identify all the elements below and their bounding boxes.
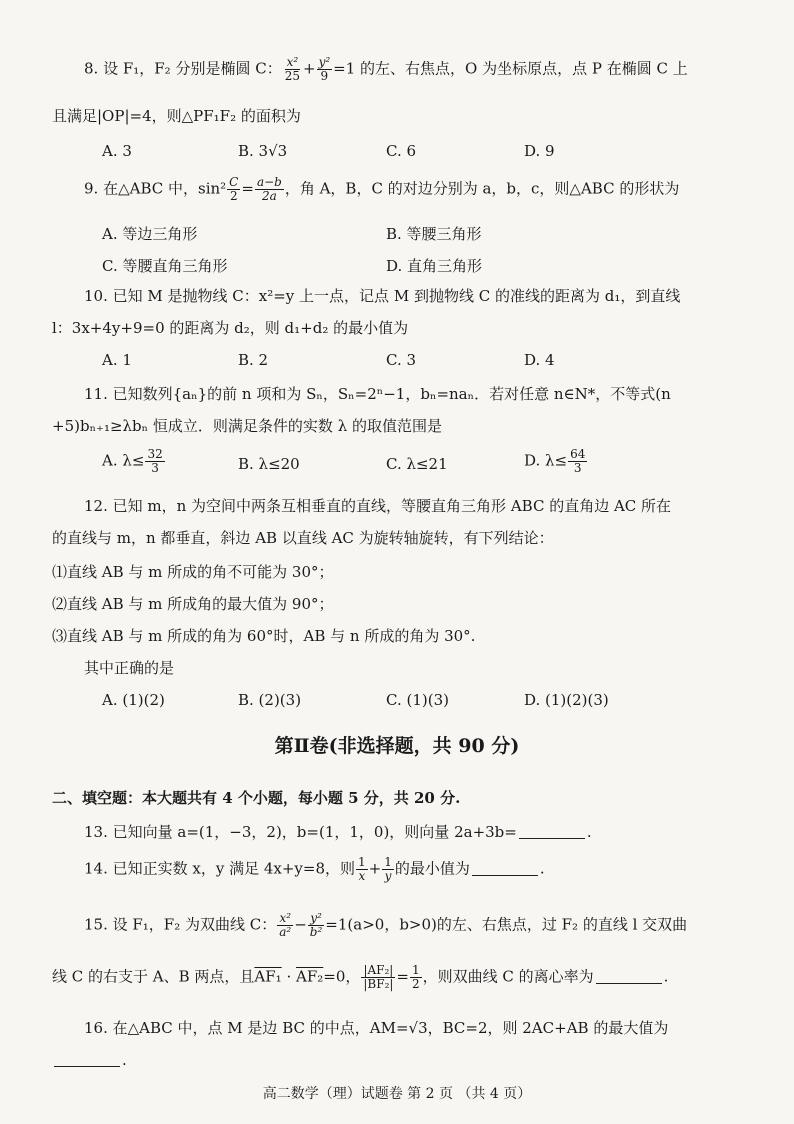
q8-option-d: D. 9 — [524, 142, 555, 160]
q15-frac-af-bf: $\frac{\text{|AF₂|}}{\text{|BF₂|}}$ — [363, 963, 394, 991]
q12-line1: 12. 已知 m，n 为空间中两条互相垂直的直线，等腰直角三角形 ABC 的直角边 AC 所在 — [84, 497, 672, 515]
q15-frac-x: $\frac{\text{x²}}{\text{a²}}$ — [279, 911, 292, 939]
q15-answer-blank[interactable] — [596, 967, 662, 984]
q11-option-d: D. λ≤ $\frac{64}{3}$ — [524, 447, 586, 475]
q10-line1: 10. 已知 M 是抛物线 C：x²=y 上一点，记点 M 到抛物线 C 的准线的距离为 d₁，到直线 — [84, 287, 681, 305]
q12-option-b: B. (2)(3) — [238, 691, 302, 709]
q12-prompt: 其中正确的是 — [84, 659, 175, 677]
q9-option-b: B. 等腰三角形 — [386, 225, 482, 243]
q10-option-a: A. 1 — [102, 351, 132, 369]
q10-option-b: B. 2 — [238, 351, 269, 369]
q8-line2: 且满足|OP|=4，则△PF₁F₂ 的面积为 — [52, 107, 301, 125]
q15-line2: 线 C 的右支于 A、B 两点，且AF₁ · AF₂=0， $\frac{\text{|AF₂|}}{\text{|BF₂|}}$ = $\frac{1}{2}$ ，则双曲线 C 的离心率为 . — [52, 963, 669, 991]
q11-option-a: A. λ≤ $\frac{32}{3}$ — [102, 447, 163, 475]
q16-line1: 16. 在△ABC 中，点 M 是边 BC 的中点，AM=√3，BC=2，则 2AC+AB 的最大值为 — [84, 1019, 669, 1037]
q16-answer-blank[interactable] — [54, 1050, 120, 1067]
q14-frac-1y: $\frac{1}{y}$ — [384, 855, 392, 883]
q12-option-a: A. (1)(2) — [102, 691, 165, 709]
q12-conclusion-2: ⑵直线 AB 与 m 所成角的最大值为 90°； — [52, 595, 334, 613]
q9-frac-ab: $\frac{a-b}{2a}$ — [256, 175, 282, 203]
q11-line1: 11. 已知数列{aₙ}的前 n 项和为 Sₙ，Sₙ=2ⁿ−1，bₙ=naₙ．若对任意 n∈N*，不等式(n — [84, 385, 671, 403]
q9-option-d: D. 直角三角形 — [386, 257, 483, 275]
q10-option-d: D. 4 — [524, 351, 555, 369]
q12-option-d: D. (1)(2)(3) — [524, 691, 609, 709]
q16-line2: . — [52, 1048, 127, 1072]
q8-line1: 8. 设 F₁，F₂ 分别是椭圆 C： $\frac{\text{x²}}{25}$ + $\frac{\text{y²}}{9}$ =1 的左、右焦点，O 为坐标原点，点 P 在椭圆 C 上 — [84, 55, 688, 83]
q15-frac-y: $\frac{\text{y²}}{\text{b²}}$ — [309, 911, 323, 939]
q8-frac-x: $\frac{\text{x²}}{25}$ — [284, 55, 300, 83]
q12-line2: 的直线与 m，n 都垂直，斜边 AB 以直线 AC 为旋转轴旋转，有下列结论： — [52, 529, 554, 547]
q14-frac-1x: $\frac{1}{x}$ — [358, 855, 366, 883]
part2-heading: 第Ⅱ卷(非选择题，共 90 分) — [274, 735, 520, 757]
q8-option-b: B. 3√3 — [238, 142, 288, 160]
q8-frac-y: $\frac{\text{y²}}{9}$ — [318, 55, 331, 83]
q12-option-c: C. (1)(3) — [386, 691, 449, 709]
q15-line1: 15. 设 F₁，F₂ 为双曲线 C： $\frac{\text{x²}}{\text{a²}}$ − $\frac{\text{y²}}{\text{b²}}$ =1(a>0，b>0)的左、右焦点，过 F₂ 的直线 l 交双曲 — [84, 911, 688, 939]
q9-line1: 9. 在△ABC 中，sin² $\frac{C}{2}$ = $\frac{a-b}{2a}$ ，角 A，B，C 的对边分别为 a，b，c，则△ABC 的形状为 — [84, 175, 680, 203]
q11-option-b: B. λ≤20 — [238, 455, 300, 473]
page-footer: 高二数学（理）试题卷 第 2 页 （共 4 页） — [262, 1086, 532, 1102]
q11-option-c: C. λ≤21 — [386, 455, 448, 473]
section2-title: 二、填空题：本大题共有 4 个小题，每小题 5 分，共 20 分. — [52, 789, 461, 807]
q10-line2: l：3x+4y+9=0 的距离为 d₂，则 d₁+d₂ 的最小值为 — [52, 319, 409, 337]
q11-line2: +5)bₙ₊₁≥λbₙ 恒成立．则满足条件的实数 λ 的取值范围是 — [52, 417, 442, 435]
q12-conclusion-3: ⑶直线 AB 与 m 所成的角为 60°时，AB 与 n 所成的角为 30°. — [52, 627, 476, 645]
q8-option-a: A. 3 — [102, 142, 132, 160]
vector-af1: AF₁ — [254, 967, 282, 986]
q12-conclusion-1: ⑴直线 AB 与 m 所成的角不可能为 30°； — [52, 563, 334, 581]
q15-frac-half: $\frac{1}{2}$ — [412, 963, 420, 991]
q14-line: 14. 已知正实数 x，y 满足 4x+y=8，则 $\frac{1}{x}$ + $\frac{1}{y}$ 的最小值为 . — [84, 855, 545, 883]
q8-option-c: C. 6 — [386, 142, 417, 160]
q13-line: 13. 已知向量 a=(1，−3，2)，b=(1，1，0)，则向量 2a+3b= . — [84, 823, 592, 841]
q9-option-a: A. 等边三角形 — [102, 225, 198, 243]
q9-frac-c: $\frac{C}{2}$ — [229, 175, 239, 203]
q13-answer-blank[interactable] — [519, 822, 585, 839]
q9-option-c: C. 等腰直角三角形 — [102, 257, 228, 275]
q14-answer-blank[interactable] — [472, 859, 538, 876]
vector-af2: AF₂ — [295, 967, 324, 986]
q10-option-c: C. 3 — [386, 351, 417, 369]
